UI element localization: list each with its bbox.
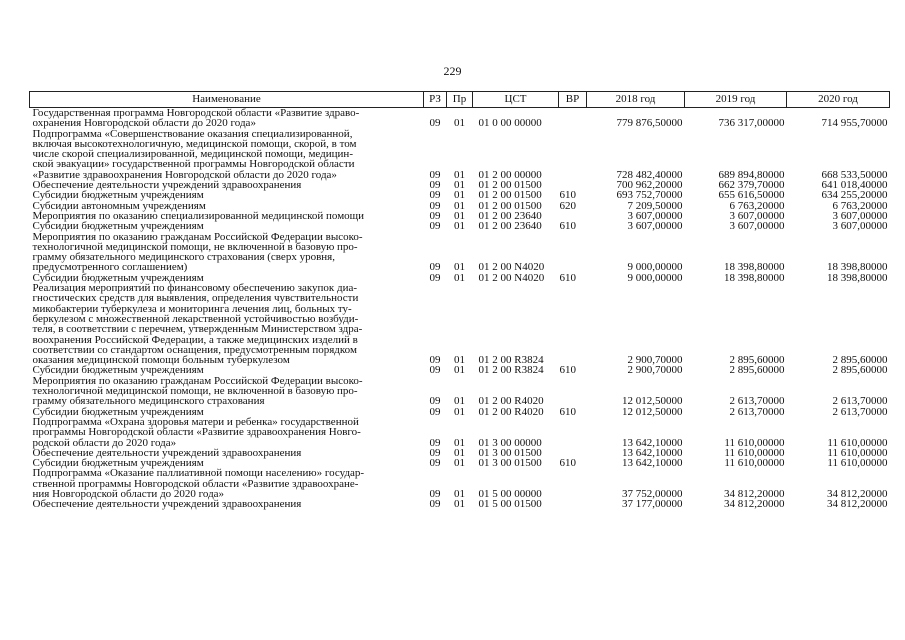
cell-pr: 01 xyxy=(454,261,465,274)
cell-2020: 34 812,20000 xyxy=(827,487,888,500)
cell-rz: 09 xyxy=(429,189,441,202)
cell-vr: 610 xyxy=(559,364,576,377)
cell-vr: 620 xyxy=(559,199,576,212)
table-row xyxy=(30,232,890,273)
table-header-row xyxy=(30,92,890,108)
cell-name xyxy=(30,108,424,129)
cell-rz: 09 xyxy=(429,168,441,181)
cell-vr xyxy=(559,283,587,365)
cell-name-line: Реализация мероприятий по финансовому обеспечению закупок диа- xyxy=(32,282,358,295)
cell-name-line: Подпрограмма «Оказание паллиативной помощи населению» государ- xyxy=(32,467,365,480)
cell-rz: 09 xyxy=(429,436,441,449)
cell-rz: 09 xyxy=(429,220,441,233)
cell-2020: 641 018,40000 xyxy=(821,179,888,192)
cell-2020: 3 607,00000 xyxy=(832,220,888,233)
cell-2018: 13 642,10000 xyxy=(622,436,683,449)
cell-2020: 6 763,20000 xyxy=(832,199,888,212)
cell-name-line: Подпрограмма «Совершенствование оказания специализированной, xyxy=(32,127,353,140)
cell-name: Субсидии бюджетным учреждениям xyxy=(32,364,204,377)
cell-2020: 34 812,20000 xyxy=(827,498,888,511)
cell-vr: 610 xyxy=(559,189,576,202)
cell-name: Субсидии бюджетным учреждениям xyxy=(32,220,204,233)
cell-2019: 2 895,60000 xyxy=(729,354,785,367)
cell-pr: 01 xyxy=(454,271,465,284)
cell-pr: 01 xyxy=(454,117,465,130)
cell-cst: 01 2 00 N4020 xyxy=(478,261,545,274)
cell-2020: 2 613,70000 xyxy=(832,395,888,408)
cell-vr xyxy=(559,129,587,180)
cell-cst: 01 2 00 N4020 xyxy=(478,271,545,284)
cell-vr: 610 xyxy=(559,405,576,418)
cell-2018: 2 900,70000 xyxy=(627,364,683,377)
cell-cst: 01 5 00 00000 xyxy=(478,487,542,500)
cell-rz: 09 xyxy=(429,117,441,130)
cell-2019: 2 613,70000 xyxy=(729,395,785,408)
cell-rz: 09 xyxy=(429,457,441,470)
cell-name xyxy=(30,232,424,273)
cell-2019: 11 610,00000 xyxy=(724,446,785,459)
cell-2019: 662 379,70000 xyxy=(718,179,785,192)
cell-pr: 01 xyxy=(454,498,465,511)
cell-name-line: числе скорой специализированной, медицинской помощи, медицин- xyxy=(32,148,353,161)
cell-name: Обеспечение деятельности учреждений здравоохранения xyxy=(32,179,302,192)
cell-rz: 09 xyxy=(429,487,441,500)
cell-pr: 01 xyxy=(454,199,465,212)
cell-pr: 01 xyxy=(454,487,465,500)
header-2019: 2019 год xyxy=(685,92,787,108)
cell-pr: 01 xyxy=(454,364,465,377)
cell-2020: 668 533,50000 xyxy=(821,168,888,181)
cell-vr: 610 xyxy=(559,457,576,470)
table-row xyxy=(30,417,890,448)
cell-2020: 18 398,80000 xyxy=(827,261,888,274)
cell-2018: 12 012,50000 xyxy=(622,395,683,408)
cell-name-line: беркулезом с множественной лекарственной устойчивостью возбуди- xyxy=(32,312,359,325)
cell-2019: 18 398,80000 xyxy=(724,261,785,274)
table-row xyxy=(30,129,890,180)
cell-cst: 01 2 00 R3824 xyxy=(478,364,544,377)
cell-2019: 2 895,60000 xyxy=(729,364,785,377)
cell-vr: 610 xyxy=(559,271,576,284)
table-row xyxy=(30,499,890,509)
cell-cst: 01 3 00 01500 xyxy=(478,457,542,470)
cell-vr xyxy=(559,108,587,129)
header-vr: ВР xyxy=(559,92,587,108)
cell-pr: 01 xyxy=(454,395,465,408)
cell-2019: 34 812,20000 xyxy=(724,498,785,511)
cell-vr xyxy=(559,232,587,273)
cell-name: Субсидии бюджетным учреждениям xyxy=(32,457,204,470)
cell-rz: 09 xyxy=(429,271,441,284)
cell-name-line: технологичной медицинской помощи, не включенной в базовую про- xyxy=(32,385,358,398)
cell-name: Обеспечение деятельности учреждений здравоохранения xyxy=(32,498,302,511)
cell-pr: 01 xyxy=(454,457,465,470)
cell-2019: 689 894,80000 xyxy=(718,168,785,181)
header-name: Наименование xyxy=(30,92,424,108)
cell-name-line: ской эвакуации» государственной программы Новгородской области xyxy=(32,158,355,171)
table-row xyxy=(30,108,890,129)
header-rz: РЗ xyxy=(424,92,447,108)
cell-name-line: Государственная программа Новгородской области «Развитие здраво- xyxy=(32,107,360,119)
cell-name-line: Мероприятия по оказанию гражданам Российской Федерации высоко- xyxy=(32,230,363,243)
cell-cst: 01 2 00 23640 xyxy=(478,209,542,222)
cell-name-line: ния Новгородской области до 2020 года» xyxy=(32,487,225,500)
cell-name-line: Подпрограмма «Охрана здоровья матери и ребенка» государственной xyxy=(32,415,359,428)
header-2020: 2020 год xyxy=(787,92,890,108)
cell-name xyxy=(30,376,424,407)
cell-pr: 01 xyxy=(454,446,465,459)
cell-vr xyxy=(559,499,587,509)
cell-name-line: охранения Новгородской области до 2020 года» xyxy=(32,117,256,130)
cell-cst: 01 2 00 01500 xyxy=(478,179,542,192)
cell-2019: 11 610,00000 xyxy=(724,457,785,470)
cell-name-line: гностических средств для выявления, определения чувствительности xyxy=(32,292,359,305)
cell-name: Субсидии бюджетным учреждениям xyxy=(32,189,204,202)
cell-vr xyxy=(559,468,587,499)
cell-name-line: воохранения Российской Федерации, а также медицинских изделий в xyxy=(32,333,358,346)
cell-vr xyxy=(559,376,587,407)
cell-pr: 01 xyxy=(454,405,465,418)
cell-2018: 9 000,00000 xyxy=(627,271,683,284)
cell-2019: 11 610,00000 xyxy=(724,436,785,449)
cell-name: Субсидии бюджетным учреждениям xyxy=(32,271,204,284)
header-pr: Пр xyxy=(447,92,473,108)
cell-vr xyxy=(559,417,587,448)
cell-2018: 700 962,20000 xyxy=(616,179,683,192)
table-body xyxy=(30,108,890,510)
cell-pr: 01 xyxy=(454,168,465,181)
cell-name xyxy=(30,283,424,365)
cell-cst: 01 2 00 R4020 xyxy=(478,405,544,418)
cell-name-line: программы Новгородской области «Развитие здравоохранения Новго- xyxy=(32,426,361,439)
cell-name-line: родской области до 2020 года» xyxy=(32,436,177,449)
cell-cst: 01 2 00 00000 xyxy=(478,168,542,181)
cell-name-line: ственной программы Новгородской области «Развитие здравоохране- xyxy=(32,477,359,490)
cell-2020: 18 398,80000 xyxy=(827,271,888,284)
cell-rz: 09 xyxy=(429,364,441,377)
cell-name: Субсидии автономным учреждениям xyxy=(32,199,206,212)
cell-pr: 01 xyxy=(454,179,465,192)
cell-name-line: «Развитие здравоохранения Новгородской области до 2020 года» xyxy=(32,168,337,181)
cell-2018: 9 000,00000 xyxy=(627,261,683,274)
cell-cst: 01 2 00 01500 xyxy=(478,189,542,202)
cell-name xyxy=(30,468,424,499)
cell-name-line: предусмотренного соглашением) xyxy=(32,261,188,274)
cell-2020: 714 955,70000 xyxy=(821,117,888,130)
cell-cst: 01 5 00 01500 xyxy=(478,498,542,511)
cell-2019: 3 607,00000 xyxy=(729,220,785,233)
cell-name-line: микобактерии туберкулеза и мониторинга лечения лиц, больных ту- xyxy=(32,302,352,315)
cell-name: Субсидии бюджетным учреждениям xyxy=(32,405,204,418)
cell-2020: 11 610,00000 xyxy=(827,436,888,449)
cell-2018: 3 607,00000 xyxy=(627,209,683,222)
cell-cst: 01 2 00 R3824 xyxy=(478,354,544,367)
cell-2018: 13 642,10000 xyxy=(622,446,683,459)
header-cst: ЦСТ xyxy=(473,92,559,108)
cell-2018: 2 900,70000 xyxy=(627,354,683,367)
header-2018: 2018 год xyxy=(587,92,685,108)
cell-rz: 09 xyxy=(429,354,441,367)
table-row xyxy=(30,283,890,365)
cell-2020: 3 607,00000 xyxy=(832,209,888,222)
cell-name-line: Мероприятия по оказанию гражданам Российской Федерации высоко- xyxy=(32,374,363,387)
cell-2018: 7 209,50000 xyxy=(627,199,683,212)
cell-2019: 736 317,00000 xyxy=(718,117,785,130)
cell-2020: 2 895,60000 xyxy=(832,364,888,377)
cell-name xyxy=(30,417,424,448)
cell-2018: 779 876,50000 xyxy=(616,117,683,130)
cell-cst: 01 0 00 00000 xyxy=(478,117,542,130)
cell-2020: 2 895,60000 xyxy=(832,354,888,367)
cell-cst: 01 2 00 01500 xyxy=(478,199,542,212)
budget-table xyxy=(29,91,890,510)
cell-name xyxy=(30,129,424,180)
cell-2019: 34 812,20000 xyxy=(724,487,785,500)
cell-2018: 13 642,10000 xyxy=(622,457,683,470)
cell-2020: 11 610,00000 xyxy=(827,457,888,470)
cell-name-line: теля, в соответствии с перечнем, утвержденным Министерством здра- xyxy=(32,323,363,336)
cell-cst: 01 2 00 R4020 xyxy=(478,395,544,408)
cell-rz: 09 xyxy=(429,395,441,408)
cell-rz: 09 xyxy=(429,199,441,212)
cell-name-line: грамму обязательного медицинского страхования xyxy=(32,395,265,408)
cell-rz: 09 xyxy=(429,446,441,459)
cell-name-line: грамму обязательного медицинского страхования (сверх уровня, xyxy=(32,251,335,264)
cell-2020: 2 613,70000 xyxy=(832,405,888,418)
cell-vr: 610 xyxy=(559,220,576,233)
cell-2018: 37 752,00000 xyxy=(622,487,683,500)
page-number: 229 xyxy=(443,64,462,78)
cell-cst: 01 2 00 23640 xyxy=(478,220,542,233)
cell-2018: 37 177,00000 xyxy=(622,498,683,511)
cell-2019: 3 607,00000 xyxy=(729,209,785,222)
cell-2018: 12 012,50000 xyxy=(622,405,683,418)
cell-rz: 09 xyxy=(429,498,441,511)
cell-2019: 6 763,20000 xyxy=(729,199,785,212)
cell-pr: 01 xyxy=(454,436,465,449)
cell-2018: 3 607,00000 xyxy=(627,220,683,233)
cell-pr: 01 xyxy=(454,220,465,233)
cell-rz: 09 xyxy=(429,209,441,222)
cell-2019: 655 616,50000 xyxy=(718,189,785,202)
cell-rz: 09 xyxy=(429,261,441,274)
table-row xyxy=(30,376,890,407)
cell-name: Мероприятия по оказанию специализированной медицинской помощи xyxy=(32,209,365,222)
cell-name-line: оказания медицинской помощи больным туберкулезом xyxy=(32,354,290,367)
cell-2020: 11 610,00000 xyxy=(827,446,888,459)
cell-2020: 634 255,20000 xyxy=(821,189,888,202)
cell-rz: 09 xyxy=(429,179,441,192)
cell-2019: 18 398,80000 xyxy=(724,271,785,284)
cell-name-line: технологичной медицинской помощи, не включенной в базовую про- xyxy=(32,240,358,253)
cell-pr: 01 xyxy=(454,189,465,202)
cell-cst: 01 3 00 01500 xyxy=(478,446,542,459)
cell-2019: 2 613,70000 xyxy=(729,405,785,418)
cell-pr: 01 xyxy=(454,354,465,367)
cell-name: Обеспечение деятельности учреждений здравоохранения xyxy=(32,446,302,459)
cell-2018: 693 752,70000 xyxy=(616,189,683,202)
cell-rz: 09 xyxy=(429,405,441,418)
cell-name-line: включая высокотехнологичную, медицинской помощи, скорой, в том xyxy=(32,137,357,150)
cell-2018: 728 482,40000 xyxy=(616,168,683,181)
table-row xyxy=(30,468,890,499)
cell-pr: 01 xyxy=(454,209,465,222)
cell-name-line: соответствии со стандартом оснащения, предусмотренным порядком xyxy=(32,343,357,356)
cell-cst: 01 3 00 00000 xyxy=(478,436,542,449)
